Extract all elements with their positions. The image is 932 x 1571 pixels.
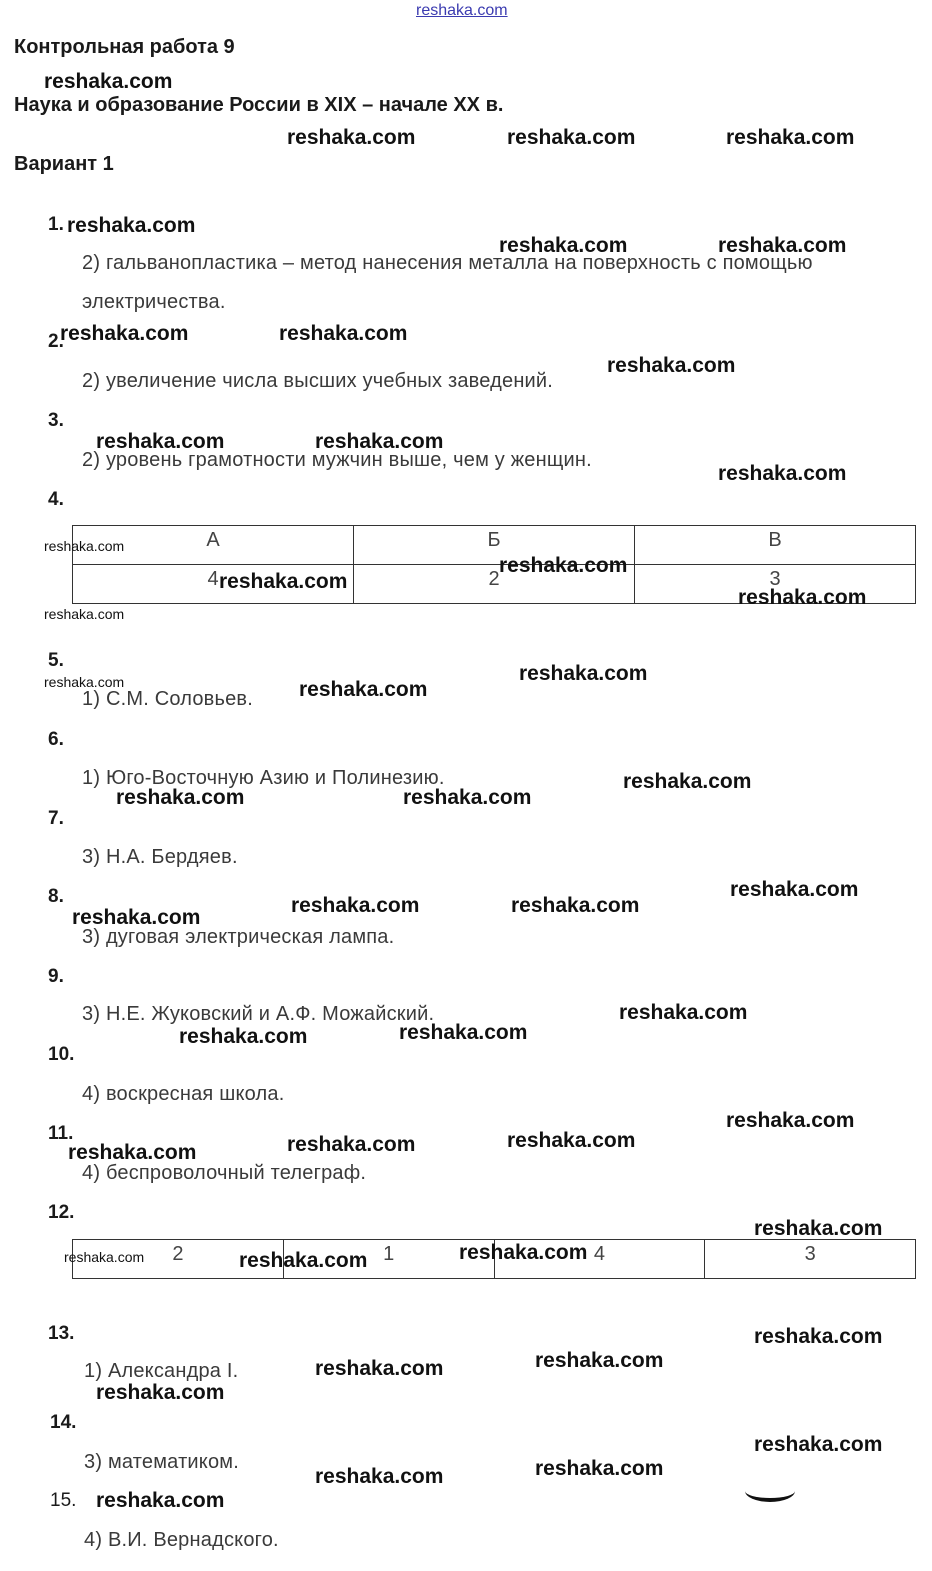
- watermark: reshaka.com: [399, 1021, 528, 1044]
- watermark: reshaka.com: [499, 234, 628, 257]
- watermark: reshaka.com: [519, 662, 648, 685]
- table-header-cell: В: [635, 526, 916, 565]
- watermark: reshaka.com: [44, 606, 125, 622]
- answer-text: 3) математиком.: [84, 1451, 240, 1473]
- watermark: reshaka.com: [219, 570, 348, 593]
- table-cell: 1: [283, 1240, 494, 1279]
- question-number: 7.: [48, 808, 64, 829]
- answer-text: 3) Н.Е. Жуковский и А.Ф. Можайский.: [82, 1003, 435, 1025]
- question-number: 14.: [50, 1412, 77, 1433]
- watermark: reshaka.com: [754, 1217, 883, 1240]
- question-number: 9.: [48, 966, 64, 987]
- table-cell: 4: [73, 565, 354, 604]
- decorative-arc: [745, 1480, 795, 1502]
- question-number: 15.: [50, 1490, 77, 1511]
- watermark: reshaka.com: [459, 1241, 588, 1264]
- watermark: reshaka.com: [72, 906, 201, 929]
- watermark: reshaka.com: [754, 1325, 883, 1348]
- watermark: reshaka.com: [623, 770, 752, 793]
- watermark: reshaka.com: [287, 126, 416, 149]
- watermark: reshaka.com: [116, 786, 245, 809]
- watermark: reshaka.com: [96, 1489, 225, 1512]
- answer-text: электричества.: [82, 291, 226, 313]
- watermark: reshaka.com: [44, 70, 173, 93]
- watermark: reshaka.com: [279, 322, 408, 345]
- watermark: reshaka.com: [44, 538, 125, 554]
- watermark: reshaka.com: [507, 126, 636, 149]
- watermark: reshaka.com: [60, 322, 189, 345]
- watermark: reshaka.com: [287, 1133, 416, 1156]
- answer-text: 1) Юго-Восточную Азию и Полинезию.: [82, 767, 445, 789]
- watermark: reshaka.com: [754, 1433, 883, 1456]
- answer-text: 2) увеличение числа высших учебных заведений.: [82, 370, 554, 392]
- watermark: reshaka.com: [499, 554, 628, 577]
- watermark: reshaka.com: [511, 894, 640, 917]
- table-cell: 3: [635, 565, 916, 604]
- answer-text: 2) гальванопластика – метод нанесения металла на поверхность с помощью: [82, 252, 813, 274]
- table-header-cell: А: [73, 526, 354, 565]
- watermark: reshaka.com: [726, 1109, 855, 1132]
- answer-text: 1) С.М. Соловьев.: [82, 688, 254, 710]
- question-number: 11.: [48, 1123, 74, 1144]
- question-number: 4.: [48, 489, 64, 510]
- table-header-cell: Б: [354, 526, 635, 565]
- watermark: reshaka.com: [718, 234, 847, 257]
- page-title: Контрольная работа 9: [14, 36, 235, 58]
- watermark: reshaka.com: [239, 1249, 368, 1272]
- watermark: reshaka.com: [730, 878, 859, 901]
- watermark: reshaka.com: [507, 1129, 636, 1152]
- table-cell: 3: [705, 1240, 916, 1279]
- site-link[interactable]: reshaka.com: [416, 2, 508, 19]
- table-row: [73, 526, 916, 565]
- watermark: reshaka.com: [96, 1381, 225, 1404]
- watermark: reshaka.com: [619, 1001, 748, 1024]
- watermark: reshaka.com: [96, 430, 225, 453]
- variant-heading: Вариант 1: [14, 153, 114, 175]
- answer-text: 3) Н.А. Бердяев.: [82, 846, 238, 868]
- question-number: 2.: [48, 331, 64, 352]
- watermark: reshaka.com: [738, 586, 867, 609]
- answer-text: 1) Александра I.: [84, 1360, 239, 1382]
- watermark: reshaka.com: [718, 462, 847, 485]
- question-number: 8.: [48, 886, 64, 907]
- answer-text: 4) воскресная школа.: [82, 1083, 285, 1105]
- question-number: 13.: [48, 1323, 75, 1344]
- watermark: reshaka.com: [535, 1457, 664, 1480]
- answer-text: 2) уровень грамотности мужчин выше, чем у женщин.: [82, 449, 592, 471]
- answer-text: 4) беспроволочный телеграф.: [82, 1162, 367, 1184]
- question-number: 3.: [48, 410, 64, 431]
- page-subtitle: Наука и образование России в XIX – начале XX в.: [14, 94, 504, 116]
- watermark: reshaka.com: [315, 1465, 444, 1488]
- question-number: 12.: [48, 1202, 75, 1223]
- watermark: reshaka.com: [315, 430, 444, 453]
- question-number: 1.: [48, 214, 64, 235]
- answer-text: 3) дуговая электрическая лампа.: [82, 926, 395, 948]
- watermark: reshaka.com: [535, 1349, 664, 1372]
- watermark: reshaka.com: [403, 786, 532, 809]
- table-cell: 2: [354, 565, 635, 604]
- answer-text: 4) В.И. Вернадского.: [84, 1529, 279, 1551]
- watermark: reshaka.com: [68, 1141, 197, 1164]
- watermark: reshaka.com: [44, 674, 125, 690]
- watermark: reshaka.com: [291, 894, 420, 917]
- table-cell: 4: [494, 1240, 705, 1279]
- watermark: reshaka.com: [315, 1357, 444, 1380]
- watermark: reshaka.com: [299, 678, 428, 701]
- question-number: 10.: [48, 1044, 75, 1065]
- watermark: reshaka.com: [726, 126, 855, 149]
- watermark: reshaka.com: [67, 214, 196, 237]
- watermark: reshaka.com: [179, 1025, 308, 1048]
- question-number: 6.: [48, 729, 64, 750]
- table-cell: 2: [73, 1240, 284, 1279]
- watermark: reshaka.com: [64, 1249, 145, 1265]
- watermark: reshaka.com: [607, 354, 736, 377]
- question-number: 5.: [48, 650, 64, 671]
